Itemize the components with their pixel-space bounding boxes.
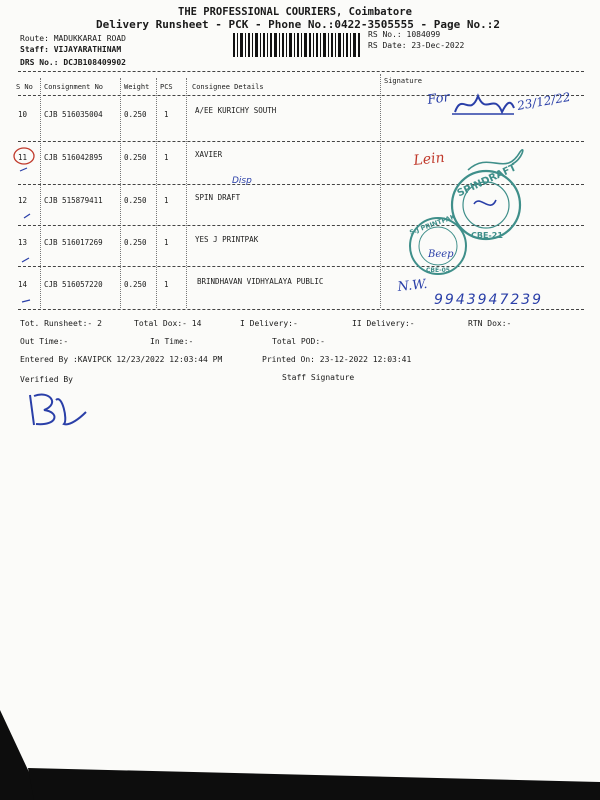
row10-signature-scribble — [455, 96, 514, 112]
total-dox: Total Dox:- 14 — [134, 319, 202, 328]
row-pcs: 1 — [164, 238, 169, 247]
tot-runsheet: Tot. Runsheet:- 2 — [20, 319, 102, 328]
printed-on: Printed On: 23-12-2022 12:03:41 — [262, 355, 412, 364]
row-pcs: 1 — [164, 196, 169, 205]
row-consignment: CJB 516057220 — [44, 280, 103, 289]
svg-text:CBE-21: CBE-21 — [471, 231, 503, 240]
row-pcs: 1 — [164, 280, 169, 289]
row-sno: 12 — [18, 196, 28, 205]
row-consignee: YES J PRINTPAK — [195, 235, 259, 244]
row-consignee: BRINDHAVAN VIDHYALAYA PUBLIC — [197, 277, 324, 286]
row11-signature: Lein — [412, 149, 446, 169]
row14-phone: 9943947239 — [434, 292, 544, 308]
col-weight: Weight — [124, 83, 150, 91]
col-signature: Signature — [384, 77, 422, 85]
entered-by: Entered By :KAVIPCK 12/23/2022 12:03:44 PM — [20, 355, 223, 364]
row-consignment: CJB 516035004 — [44, 110, 103, 119]
runsheet-subtitle: Delivery Runsheet - PCK - Phone No.:0422-3505555 - Page No.:2 — [96, 18, 500, 31]
row-weight: 0.250 — [124, 280, 147, 289]
row-weight: 0.250 — [124, 110, 147, 119]
rtn-dox: RTN Dox:- — [468, 319, 512, 328]
row-pcs: 1 — [164, 110, 169, 119]
staff-signature: Staff Signature — [282, 373, 355, 382]
col-consignee: Consignee Details — [192, 83, 264, 91]
row-consignee: XAVIER — [195, 150, 223, 159]
row11-circle-mark — [14, 148, 34, 164]
row13-note: Beep — [428, 249, 454, 260]
out-time: Out Time:- — [20, 337, 69, 346]
row-weight: 0.250 — [124, 238, 147, 247]
rs-number: RS No.: 1084099 — [368, 30, 441, 39]
spindraft-stamp — [452, 162, 520, 240]
row14-note: N.W. — [396, 276, 429, 295]
staff-label: Staff: VIJAYARATHINAM — [20, 45, 122, 54]
svg-text:SPINDRAFT: SPINDRAFT — [455, 162, 519, 200]
verified-signature — [30, 395, 54, 425]
drs-number: DRS No.: DCJB108409902 — [20, 58, 126, 67]
svg-text:CBE-05: CBE-05 — [426, 267, 450, 274]
route-label: Route: MADUKKARAI ROAD — [20, 34, 126, 43]
row10-for: For — [426, 89, 451, 108]
row-weight: 0.250 — [124, 153, 147, 162]
row-consignment: CJB 516017269 — [44, 238, 103, 247]
row-sno: 11 — [18, 153, 28, 162]
rs-date: RS Date: 23-Dec-2022 — [368, 41, 465, 50]
row-weight: 0.250 — [124, 196, 147, 205]
row-sno: 14 — [18, 280, 28, 289]
row-consignee: SPIN DRAFT — [195, 193, 241, 202]
row10-date: 23/12/22 — [516, 89, 572, 113]
row-pcs: 1 — [164, 153, 169, 162]
company-title: THE PROFESSIONAL COURIERS, Coimbatore — [178, 6, 412, 18]
row11-disp-note: Disp — [232, 176, 252, 186]
in-time: In Time:- — [150, 337, 194, 346]
col-consignment: Consignment No — [44, 83, 104, 91]
row-sno: 10 — [18, 110, 28, 119]
row-sno: 13 — [18, 238, 28, 247]
verified-by: Verified By — [20, 375, 73, 384]
ii-delivery: II Delivery:- — [352, 319, 415, 328]
scan-shadow — [0, 710, 600, 800]
svg-text:S.J PRINTPAK: S.J PRINTPAK — [408, 212, 457, 237]
col-sno: S No — [16, 83, 33, 91]
total-pod: Total POD:- — [272, 337, 325, 346]
col-pcs: PCS — [160, 83, 173, 91]
i-delivery: I Delivery:- — [240, 319, 298, 328]
row-consignment: CJB 515879411 — [44, 196, 103, 205]
row-consignment: CJB 516042895 — [44, 153, 103, 162]
row-consignee: A/EE KURICHY SOUTH — [195, 106, 277, 115]
